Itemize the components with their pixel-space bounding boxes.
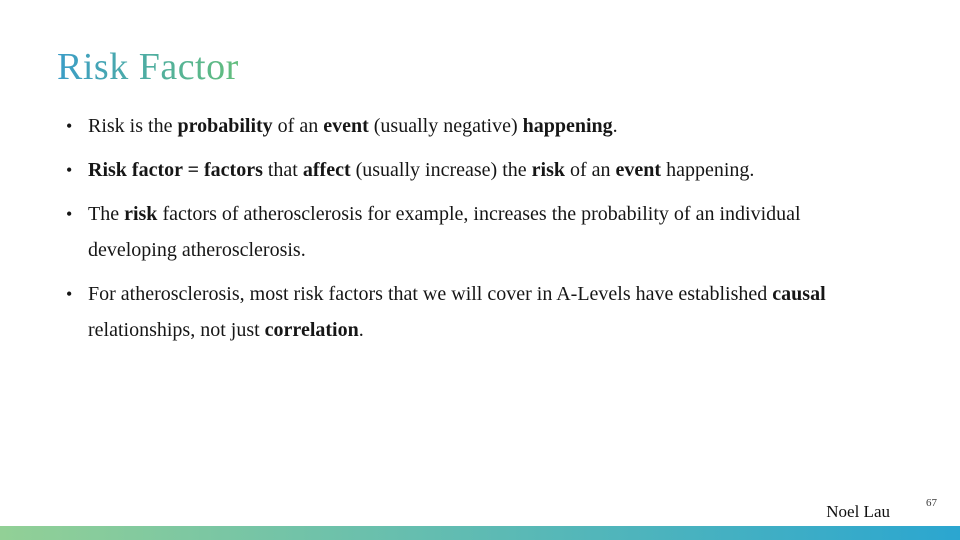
bullet-text: Risk is the <box>88 115 178 137</box>
bullet-text-bold: probability <box>177 115 273 137</box>
bullet-text-bold: risk <box>531 159 565 181</box>
bullet-text: . <box>358 319 364 341</box>
slide-title: Risk Factor <box>57 46 239 88</box>
bullet-text-bold: happening <box>522 115 613 137</box>
bullet-list <box>64 108 888 356</box>
bullet-text: factors of atherosclerosis for example, increases the probability of an individual developing atherosclerosis. <box>88 203 801 261</box>
bullet-text-bold: affect <box>302 159 351 181</box>
bullet-text-bold: event <box>323 115 369 137</box>
bullet-item <box>64 108 888 144</box>
bullet-text: relationships, not just <box>88 319 265 341</box>
bullet-text: of an <box>272 115 324 137</box>
bullet-text: . <box>612 115 618 137</box>
bullet-text: (usually increase) the <box>350 159 532 181</box>
bullet-icon: • <box>66 204 73 224</box>
bullet-text-bold: risk <box>124 203 158 225</box>
bullet-text-bold: correlation <box>264 319 359 341</box>
bullet-text: of an <box>565 159 616 181</box>
bullet-text: For atherosclerosis, most risk factors that we will cover in A-Levels have established <box>88 283 773 305</box>
bullet-text-bold: causal <box>772 283 826 305</box>
bullet-item <box>64 276 888 348</box>
bullet-icon: • <box>66 284 73 304</box>
bullet-icon: • <box>66 116 73 136</box>
bullet-text: (usually negative) <box>368 115 523 137</box>
bullet-text-bold: event <box>615 159 662 181</box>
bottom-accent-bar <box>0 526 960 540</box>
bullet-text: that <box>262 159 303 181</box>
footer-author: Noel Lau <box>826 502 890 521</box>
bullet-icon: • <box>66 160 73 180</box>
page-number: 67 <box>926 497 937 509</box>
bullet-text: The <box>88 203 125 225</box>
bullet-item <box>64 152 888 188</box>
bullet-text: happening. <box>661 159 755 181</box>
bullet-text-bold: Risk factor = factors <box>88 159 263 181</box>
bullet-item <box>64 196 888 268</box>
